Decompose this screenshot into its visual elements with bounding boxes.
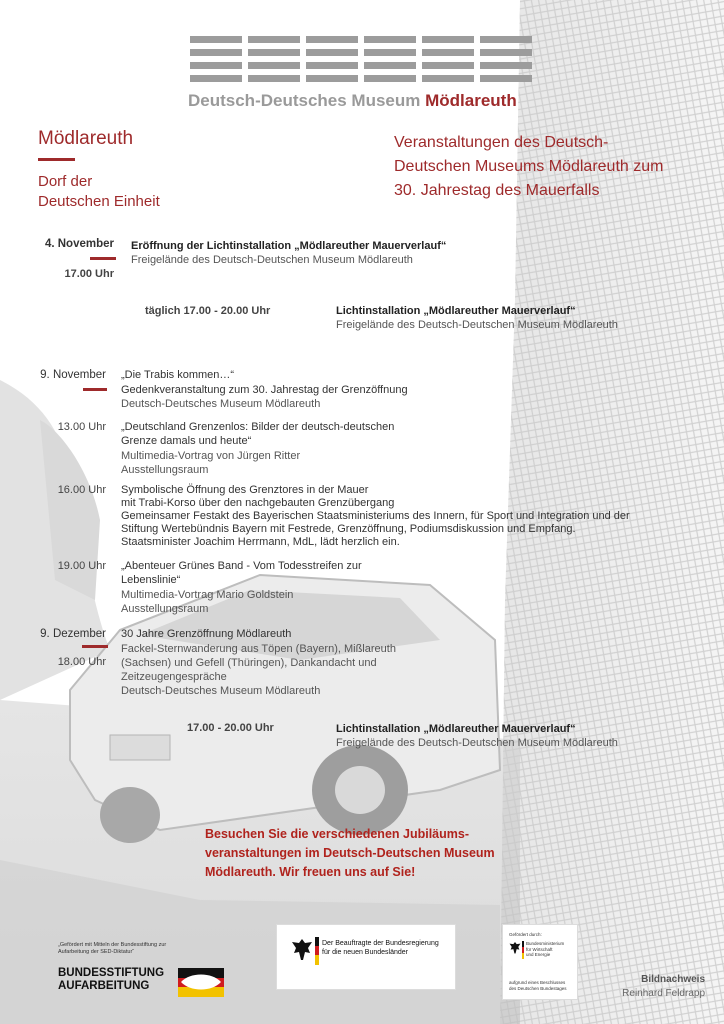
event-3-place: Deutsch-Deutsches Museum Mödlareuth <box>121 398 321 410</box>
intro-line-1: Veranstaltungen des Deutsch- <box>394 134 609 151</box>
event-5-line-3: Stiftung Wertebündnis Bayern mit Festrede, Grenzöffnung, Podiumsdiskussion und Empfang. <box>121 523 576 535</box>
event-6-title-1: „Abenteuer Grünes Band - Vom Todesstreifen zur <box>121 560 362 572</box>
event-1-title: Eröffnung der Lichtinstallation „Mödlareuther Mauerverlauf“ <box>131 240 447 252</box>
beauftragte-text <box>322 939 452 957</box>
event-7-title: 30 Jahre Grenzöffnung Mödlareuth <box>121 628 292 640</box>
stiftung-logo-text <box>58 967 178 993</box>
bmwi-eagle-icon <box>509 941 521 955</box>
beauftragte-logo-box <box>276 924 456 990</box>
event-3-marker <box>83 388 107 391</box>
bmwi-line-4: aufgrund eines Beschlusses <box>509 980 566 985</box>
closing-line-1: Besuchen Sie die verschiedenen Jubiläums- <box>205 827 469 841</box>
event-4-time: 13.00 Uhr <box>57 421 106 433</box>
stiftung-line-1: BUNDESSTIFTUNG <box>58 967 165 979</box>
event-5-line-1: mit Trabi-Korso über den nachgebauten Grenzübergang <box>121 497 395 509</box>
event-2-place: Freigelände des Deutsch-Deutschen Museum Mödlareuth <box>336 319 618 331</box>
bmwi-line-1: Bundesministerium <box>526 941 565 946</box>
funding-line-1: „Gefördert mit Mitteln der Bundesstiftung zur <box>58 942 167 948</box>
funding-note <box>58 942 238 956</box>
beauftragte-line-2: für die neuen Bundesländer <box>322 949 409 956</box>
event-3-title: „Die Trabis kommen…“ <box>121 369 235 381</box>
event-1-date: 4. November <box>44 238 114 250</box>
bmwi-resolution <box>509 980 567 991</box>
event-1-time: 17.00 Uhr <box>64 268 114 280</box>
event-5-title: Symbolische Öffnung des Grenztores in der Mauer <box>121 484 369 496</box>
museum-logo-text <box>188 91 548 111</box>
event-7-place: Deutsch-Deutsches Museum Mödlareuth <box>121 685 321 697</box>
event-6-time: 19.00 Uhr <box>57 560 106 572</box>
event-5-time: 16.00 Uhr <box>57 484 106 496</box>
event-2-time: täglich 17.00 - 20.00 Uhr <box>145 305 271 317</box>
closing-line-2: veranstaltungen im Deutsch-Deutschen Museum <box>205 846 495 860</box>
event-4-title-1: „Deutschland Grenzenlos: Bilder der deutsch-deutschen <box>121 421 395 433</box>
stiftung-line-2: AUFARBEITUNG <box>58 980 150 992</box>
event-5-line-2: Gemeinsamer Festakt des Bayerischen Staatsministeriums des Innern, für Sport und Integration und der <box>121 510 630 522</box>
event-7-line-3: Zeitzeugengespräche <box>121 671 227 683</box>
stiftung-flag-icon <box>178 968 224 997</box>
subtitle-line-2: Deutschen Einheit <box>38 193 160 210</box>
event-3-subtitle: Gedenkveranstaltung zum 30. Jahrestag der Grenzöffnung <box>121 384 408 396</box>
federal-eagle-icon <box>291 938 313 962</box>
bmwi-flag-bar <box>522 941 524 959</box>
event-6-title-2: Lebenslinie“ <box>121 574 181 586</box>
event-7-time: 18.00 Uhr <box>57 656 106 668</box>
event-6-place: Ausstellungsraum <box>121 603 209 615</box>
closing-message <box>205 825 565 882</box>
event-5-line-4: Staatsminister Joachim Herrmann, MdL, lädt herzlich ein. <box>121 536 400 548</box>
event-8-place: Freigelände des Deutsch-Deutschen Museum Mödlareuth <box>336 737 618 749</box>
page-title: Mödlareuth <box>38 128 134 149</box>
event-4-text: Multimedia-Vortrag von Jürgen Ritter <box>121 450 301 462</box>
event-3-date: 9. November <box>40 369 106 381</box>
credit-name: Reinhard Feldrapp <box>622 988 705 999</box>
page-subtitle <box>38 172 238 212</box>
event-8-time: 17.00 - 20.00 Uhr <box>187 722 274 734</box>
event-8-title: Lichtinstallation „Mödlareuther Mauerverlauf“ <box>336 723 576 735</box>
beauftragte-flag-bar <box>315 937 319 965</box>
credit-label: Bildnachweis <box>641 974 705 985</box>
bmwi-line-2: für Wirtschaft <box>526 946 553 952</box>
event-7-marker <box>82 645 108 648</box>
bmwi-logo-box <box>502 924 578 1000</box>
funding-line-2: Aufarbeitung der SED-Diktatur“ <box>58 949 135 955</box>
bmwi-line-5: des Deutschen Bundestages <box>509 985 567 991</box>
event-4-place: Ausstellungsraum <box>121 464 209 476</box>
subtitle-line-1: Dorf der <box>38 173 93 190</box>
event-7-date: 9. Dezember <box>40 628 106 640</box>
logo-name-red: Mödlareuth <box>425 91 517 110</box>
event-1-marker <box>90 257 116 260</box>
bmwi-header: Gefördert durch: <box>509 932 542 937</box>
logo-name-gray: Deutsch-Deutsches Museum <box>188 91 421 110</box>
event-7-line-2: (Sachsen) und Gefell (Thüringen), Dankandacht und <box>121 657 377 669</box>
event-7-line-1: Fackel-Sternwanderung aus Töpen (Bayern), Mißlareuth <box>121 643 396 655</box>
museum-logo-bars <box>190 36 534 82</box>
bmwi-name <box>526 941 564 958</box>
intro-line-3: 30. Jahrestag des Mauerfalls <box>394 182 600 199</box>
event-4-title-2: Grenze damals und heute“ <box>121 435 252 447</box>
title-rule <box>38 158 75 161</box>
event-2-title: Lichtinstallation „Mödlareuther Mauerverlauf“ <box>336 305 576 317</box>
closing-line-3: Mödlareuth. Wir freuen uns auf Sie! <box>205 865 416 879</box>
header-intro <box>394 131 704 203</box>
event-6-text: Multimedia-Vortrag Mario Goldstein <box>121 589 294 601</box>
beauftragte-line-1: Der Beauftragte der Bundesregierung <box>322 940 439 947</box>
intro-line-2: Deutschen Museums Mödlareuth zum <box>394 158 664 175</box>
event-1-place: Freigelände des Deutsch-Deutschen Museum Mödlareuth <box>131 254 413 266</box>
bmwi-line-3: und Energie <box>526 952 551 957</box>
